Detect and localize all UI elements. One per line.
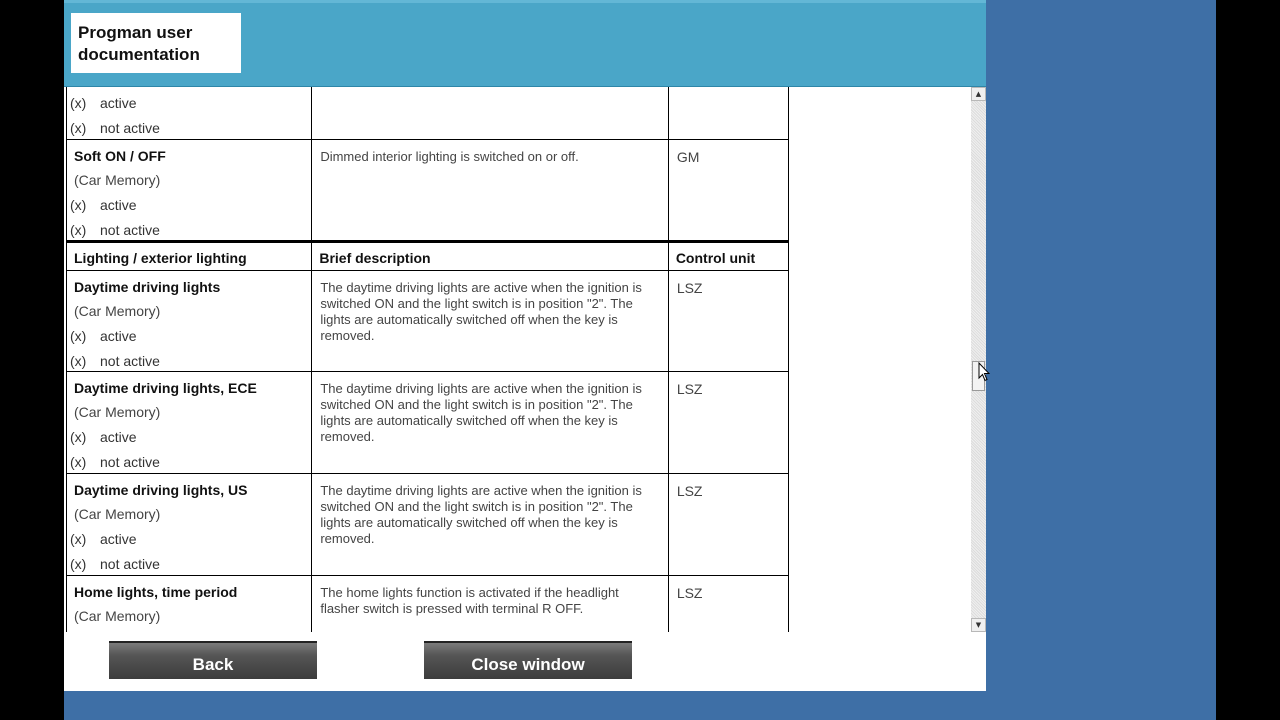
page-title — [71, 13, 241, 73]
option-name-cell — [67, 139, 312, 241]
option-subtitle: (Car Memory) — [74, 607, 161, 624]
option-active: (x) active — [70, 196, 137, 213]
table-row — [67, 139, 789, 241]
table-header-row — [67, 241, 789, 270]
option-subtitle: (Car Memory) — [74, 403, 161, 420]
control-unit-cell — [668, 139, 788, 241]
control-unit: LSZ — [676, 380, 703, 397]
vertical-scrollbar[interactable] — [971, 87, 986, 632]
header-cell — [668, 241, 788, 270]
option-name: Soft ON / OFF — [74, 147, 166, 164]
option-name: Daytime driving lights — [74, 278, 221, 295]
option-name: Daytime driving lights, ECE — [74, 379, 257, 396]
header-top-line — [64, 0, 986, 3]
option-description: The daytime driving lights are active when the ignition is switched ON and the light switch is in position "2". The lights are automatically switched off when the key is removed. — [320, 482, 642, 546]
back-button[interactable]: Back — [109, 641, 317, 679]
scroll-down-arrow-icon[interactable]: ▼ — [971, 618, 986, 632]
option-subtitle: (Car Memory) — [74, 302, 161, 319]
table-row — [67, 575, 789, 632]
control-unit-cell — [668, 371, 788, 473]
option-name-cell — [67, 270, 312, 371]
lighting-table — [66, 87, 789, 632]
close-window-button[interactable]: Close window — [424, 641, 632, 679]
option-not-active: (x) not active — [70, 453, 160, 470]
control-unit-cell — [668, 575, 788, 632]
option-name-cell — [67, 371, 312, 473]
description-cell — [312, 371, 668, 473]
option-name-cell — [67, 87, 312, 139]
option-name: Home lights, time period — [74, 583, 238, 600]
header-cell — [67, 241, 312, 270]
description-cell — [312, 87, 668, 139]
scroll-up-arrow-icon[interactable]: ▲ — [971, 87, 986, 101]
option-not-active: (x) not active — [70, 555, 160, 572]
mouse-cursor-icon — [978, 362, 990, 382]
header-cell — [312, 241, 668, 270]
documentation-window — [64, 0, 986, 691]
table-row — [67, 473, 789, 575]
document-content — [64, 87, 971, 632]
control-unit-cell — [668, 473, 788, 575]
option-subtitle: (Car Memory) — [74, 505, 161, 522]
option-subtitle: (Car Memory) — [74, 171, 161, 188]
window-header — [64, 0, 986, 87]
option-active: (x) active — [70, 530, 137, 547]
option-description: Dimmed interior lighting is switched on or off. — [320, 148, 579, 164]
option-name-cell — [67, 473, 312, 575]
option-not-active: (x) not active — [70, 120, 160, 136]
control-unit: LSZ — [676, 279, 703, 296]
description-cell — [312, 575, 668, 632]
option-description: The daytime driving lights are active when the ignition is switched ON and the light switch is in position "2". The lights are automatically switched off when the key is removed. — [320, 279, 642, 343]
option-active: (x) active — [70, 327, 137, 344]
control-unit: LSZ — [676, 584, 703, 601]
table-row — [67, 371, 789, 473]
control-unit-cell — [668, 270, 788, 371]
option-description: The home lights function is activated if the headlight flasher switch is pressed with terminal R OFF. — [320, 584, 619, 616]
option-not-active: (x) not active — [70, 352, 160, 369]
description-cell — [312, 473, 668, 575]
option-name: Daytime driving lights, US — [74, 481, 248, 498]
column-header-description: Brief description — [319, 250, 431, 266]
column-header-control-unit: Control unit — [675, 250, 756, 266]
control-unit: LSZ — [676, 482, 703, 499]
column-header-feature: Lighting / exterior lighting — [74, 250, 247, 266]
control-unit: GM — [676, 148, 700, 165]
table-row — [67, 270, 789, 371]
option-name-cell — [67, 575, 312, 632]
title-line-2: documentation — [78, 45, 200, 64]
description-cell — [312, 139, 668, 241]
control-unit-cell — [668, 87, 788, 139]
option-description: The daytime driving lights are active when the ignition is switched ON and the light switch is in position "2". The lights are automatically switched off when the key is removed. — [320, 380, 642, 444]
option-not-active: (x) not active — [70, 221, 160, 238]
table-row — [67, 87, 789, 139]
option-active: (x) active — [70, 95, 137, 111]
title-line-1: Progman user — [78, 23, 193, 42]
description-cell — [312, 270, 668, 371]
option-active: (x) active — [70, 428, 137, 445]
